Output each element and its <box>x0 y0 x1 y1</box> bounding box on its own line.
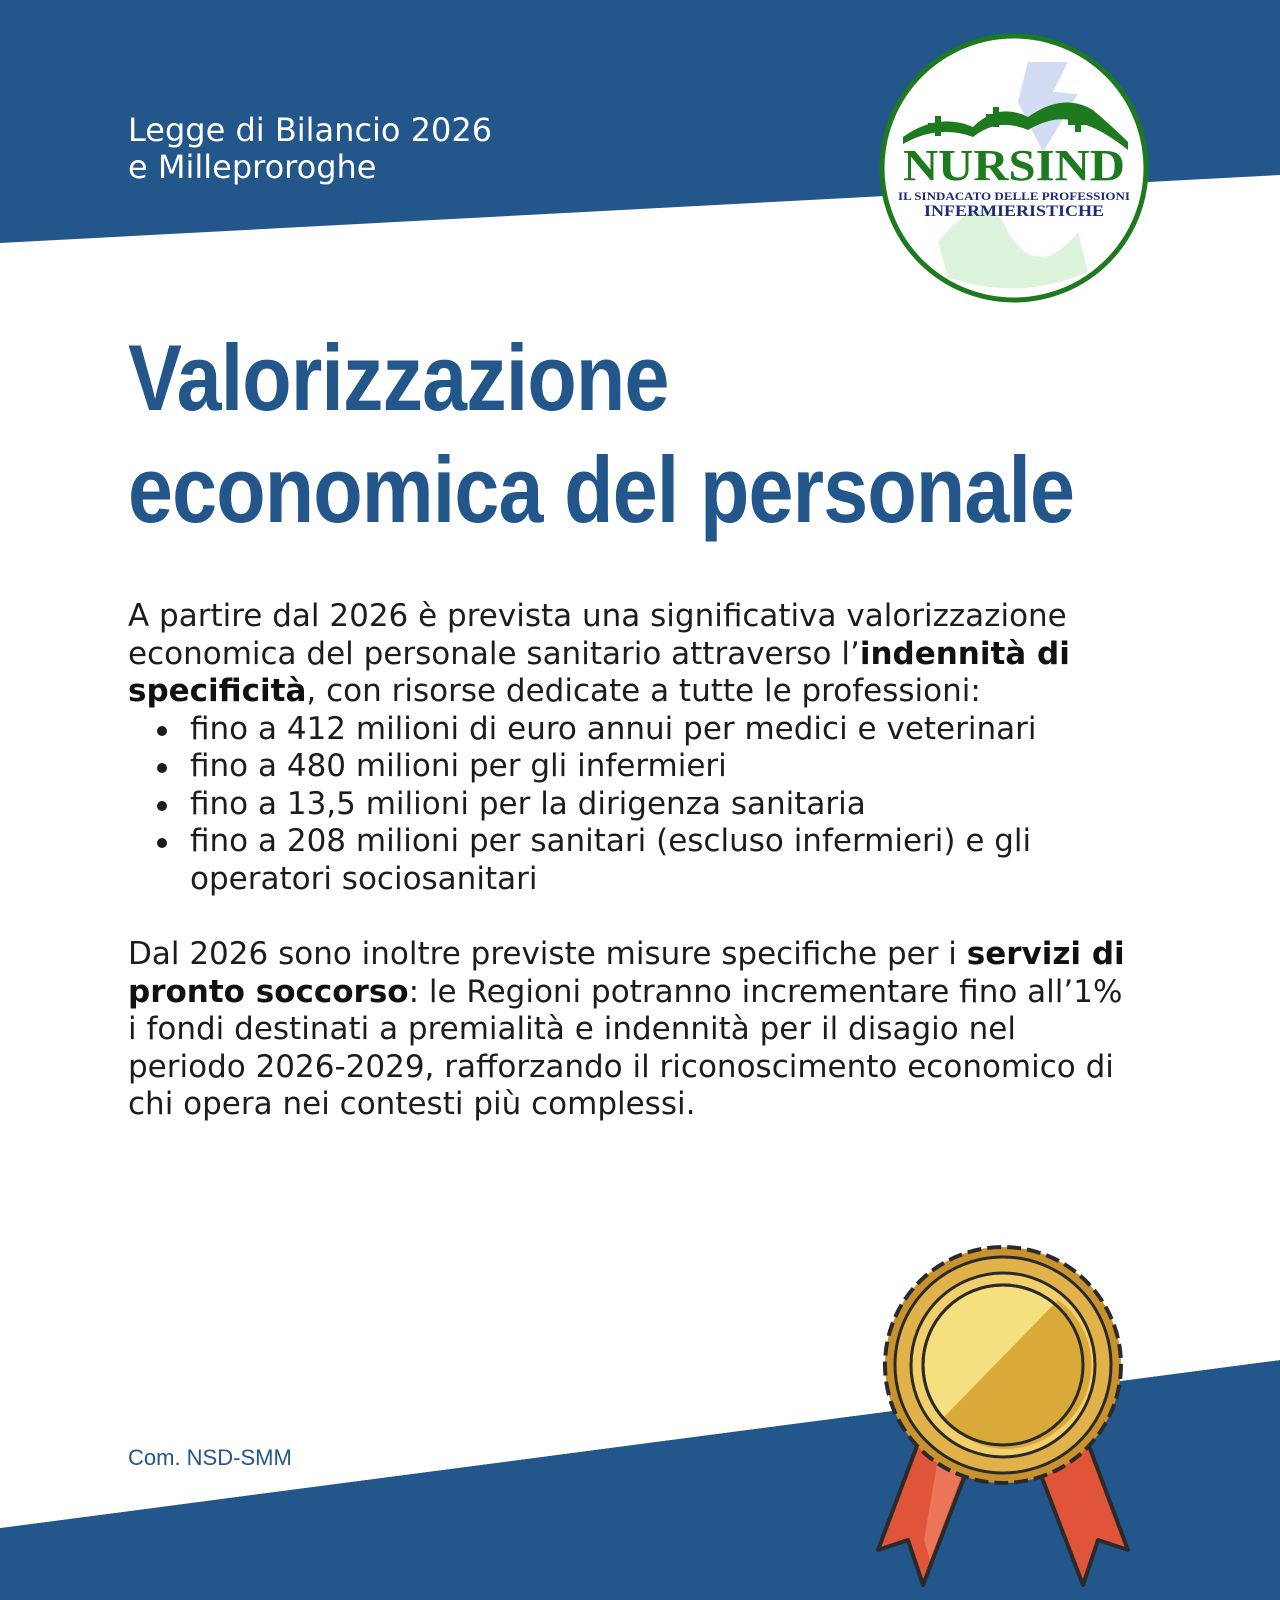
funding-list <box>128 711 1138 899</box>
title-line-2: economica del personale <box>128 437 1075 542</box>
logo-tagline-2: INFERMIERISTICHE <box>924 203 1104 220</box>
page-title <box>128 322 1074 546</box>
body-content <box>128 598 1138 1124</box>
second-text-a: Dal 2026 sono inoltre previste misure specifiche per i <box>128 936 967 972</box>
intro-text-a: A partire dal 2026 è prevista una significativa valorizzazione economica del personale sanitario attraverso l’ <box>128 598 1067 672</box>
logo-tagline-1: IL SINDACATO DELLE PROFESSIONI <box>898 189 1131 203</box>
header-subtitle <box>128 112 492 186</box>
list-item: fino a 480 milioni per gli infermieri <box>128 748 1138 786</box>
medal-award-icon <box>868 1240 1138 1600</box>
header-line-2: e Milleproroghe <box>128 148 377 186</box>
intro-paragraph <box>128 598 1138 711</box>
list-item: fino a 412 milioni di euro annui per medici e veterinari <box>128 711 1138 749</box>
title-line-1: Valorizzazione <box>128 325 669 430</box>
header-line-1: Legge di Bilancio 2026 <box>128 111 493 149</box>
second-paragraph <box>128 936 1138 1124</box>
logo-name: NURSIND <box>903 141 1125 190</box>
second-bold: servizi di pronto soccorso <box>128 936 1125 1010</box>
nursind-logo-icon <box>878 32 1150 304</box>
list-item: fino a 13,5 milioni per la dirigenza sanitaria <box>128 786 1138 824</box>
intro-bold: indennità di specificità <box>128 635 1070 709</box>
intro-text-b: , con risorse dedicate a tutte le professioni: <box>306 673 981 709</box>
list-item: fino a 208 milioni per sanitari (escluso infermieri) e gli operatori sociosanitari <box>128 823 1138 898</box>
footer-reference: Com. NSD-SMM <box>128 1445 292 1470</box>
paragraph-gap <box>128 898 1138 936</box>
second-text-b: : le Regioni potranno incrementare fino all’1% i fondi destinati a premialità e indennità per il disagio nel periodo 2026-2029, rafforzando il riconoscimento economico di chi opera nei contesti più complessi. <box>128 973 1123 1122</box>
